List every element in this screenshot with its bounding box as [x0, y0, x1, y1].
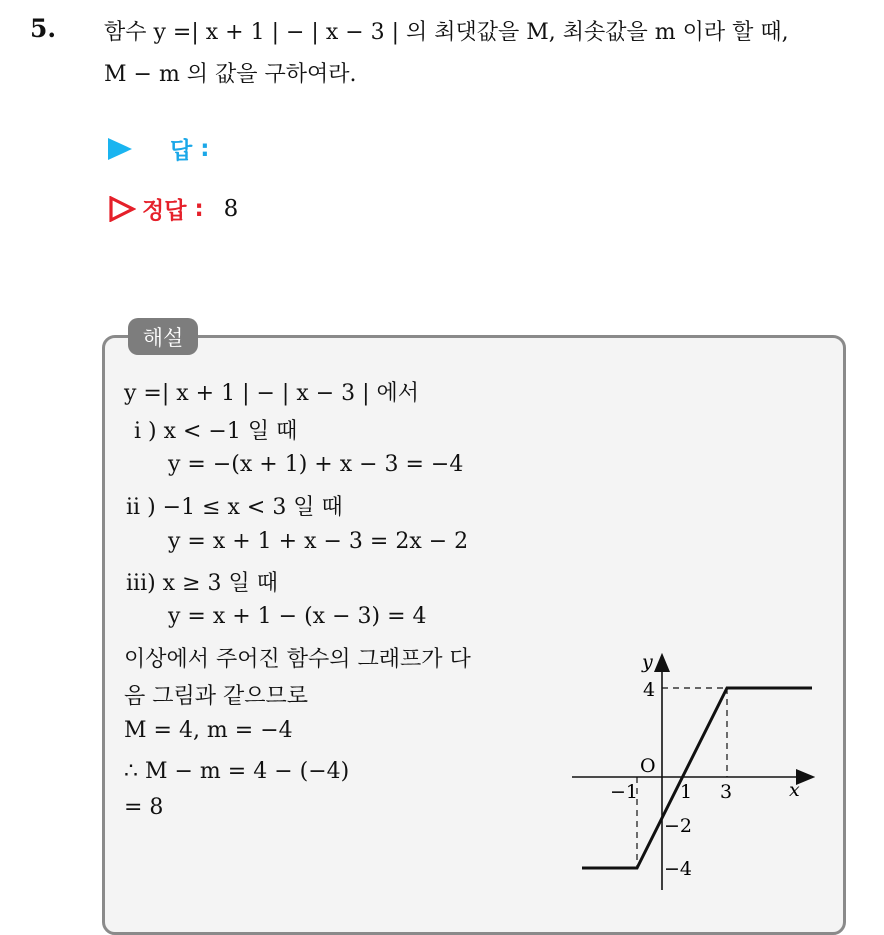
- solution-line: ii ) −1 ≤ x < 3 일 때: [126, 495, 343, 520]
- answer-row: [108, 132, 209, 165]
- solution-line: M = 4, m = −4: [124, 718, 293, 743]
- answer-colon: :: [200, 135, 210, 162]
- correct-answer-label: 정답: [142, 198, 187, 224]
- question-number: 5.: [30, 14, 57, 43]
- solution-line: iii) x ≥ 3 일 때: [126, 571, 278, 596]
- play-triangle-icon: [108, 138, 132, 160]
- correct-answer-value: 8: [223, 195, 239, 222]
- y-axis-label: y: [642, 651, 653, 673]
- solution-line: y =| x + 1 | − | x − 3 | 에서: [124, 381, 420, 406]
- solution-line: ∴ M − m = 4 − (−4): [124, 759, 350, 784]
- origin-label: O: [640, 755, 656, 777]
- solution-line: 이상에서 주어진 함수의 그래프가 다: [124, 647, 471, 672]
- correct-answer-row: [108, 192, 238, 225]
- solution-line: 음 그림과 같으므로: [124, 684, 309, 709]
- tick-label-y: 4: [643, 679, 656, 701]
- solution-line: y = x + 1 − (x − 3) = 4: [168, 604, 427, 629]
- solution-tag: 해설: [128, 318, 198, 355]
- x-axis-label: x: [789, 779, 800, 801]
- solution-line: i ) x < −1 일 때: [134, 419, 298, 444]
- tick-label-y: −2: [664, 815, 693, 837]
- answer-label: 답: [170, 138, 193, 164]
- tick-label-x: 1: [680, 781, 693, 803]
- question-text-line2: M − m 의 값을 구하여라.: [104, 62, 357, 87]
- question-text-line1: 함수 y =| x + 1 | − | x − 3 | 의 최댓값을 M, 최솟값을 m 이라 할 때,: [104, 20, 789, 45]
- tick-label-y: −4: [664, 858, 693, 880]
- solution-line: y = −(x + 1) + x − 3 = −4: [168, 452, 464, 477]
- solution-line: y = x + 1 + x − 3 = 2x − 2: [168, 529, 469, 554]
- tick-label-x: 3: [720, 781, 733, 803]
- outline-triangle-icon: [108, 196, 136, 222]
- correct-answer-colon: :: [194, 195, 204, 222]
- tick-label-x: −1: [610, 781, 639, 803]
- solution-line: = 8: [124, 795, 164, 820]
